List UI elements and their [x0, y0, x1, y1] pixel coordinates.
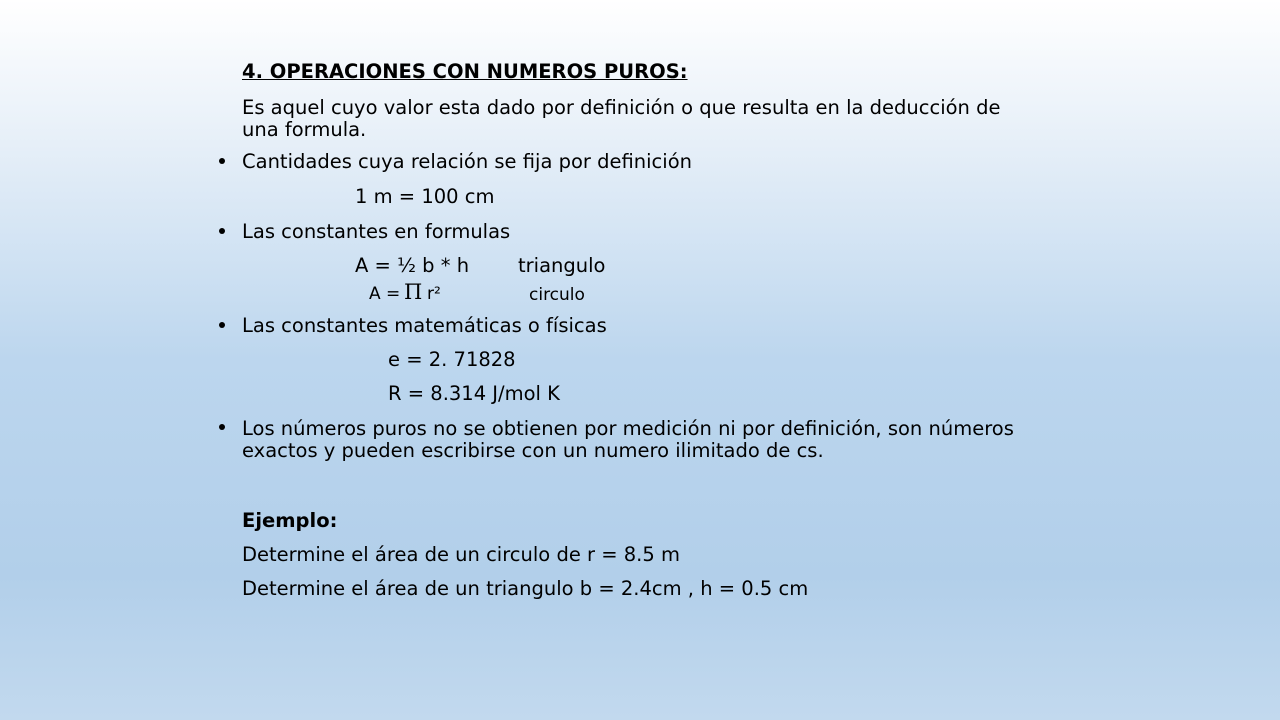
bullet-marker — [219, 424, 225, 430]
constant-r: R = 8.314 J/mol K — [388, 382, 560, 405]
label-triangle: triangulo — [518, 254, 606, 277]
bullet-marker — [219, 158, 225, 164]
bullet-marker — [219, 228, 225, 234]
bullet-pure-numbers: Los números puros no se obtienen por medición ni por definición, son números exactos y pueden escribirse con un numero ilimitado de cs. — [242, 417, 1014, 462]
exercise-triangle: Determine el área de un triangulo b = 2.4cm , h = 0.5 cm — [242, 577, 809, 600]
bullet-definition-quantities: Cantidades cuya relación se fija por definición — [242, 150, 692, 173]
formula-circle-a: A = — [369, 284, 401, 304]
pi-symbol: Π — [404, 280, 423, 304]
formula-triangle-area: A = ½ b * h — [355, 254, 470, 277]
bullet-marker — [219, 322, 225, 328]
constant-e: e = 2. 71828 — [388, 348, 516, 371]
example-heading: Ejemplo: — [242, 509, 338, 532]
exercise-circle: Determine el área de un circulo de r = 8.5 m — [242, 543, 680, 566]
example-meter-cm: 1 m = 100 cm — [355, 185, 495, 208]
formula-circle-r: r² — [427, 284, 441, 304]
label-circle: circulo — [529, 285, 585, 305]
bullet-formula-constants: Las constantes en formulas — [242, 220, 511, 243]
bullet-math-physics-constants: Las constantes matemáticas o físicas — [242, 314, 607, 337]
definition-text: Es aquel cuyo valor esta dado por definición o que resulta en la deducción de una formula. — [242, 96, 1001, 141]
slide-title: 4. OPERACIONES CON NUMEROS PUROS: — [242, 60, 688, 83]
